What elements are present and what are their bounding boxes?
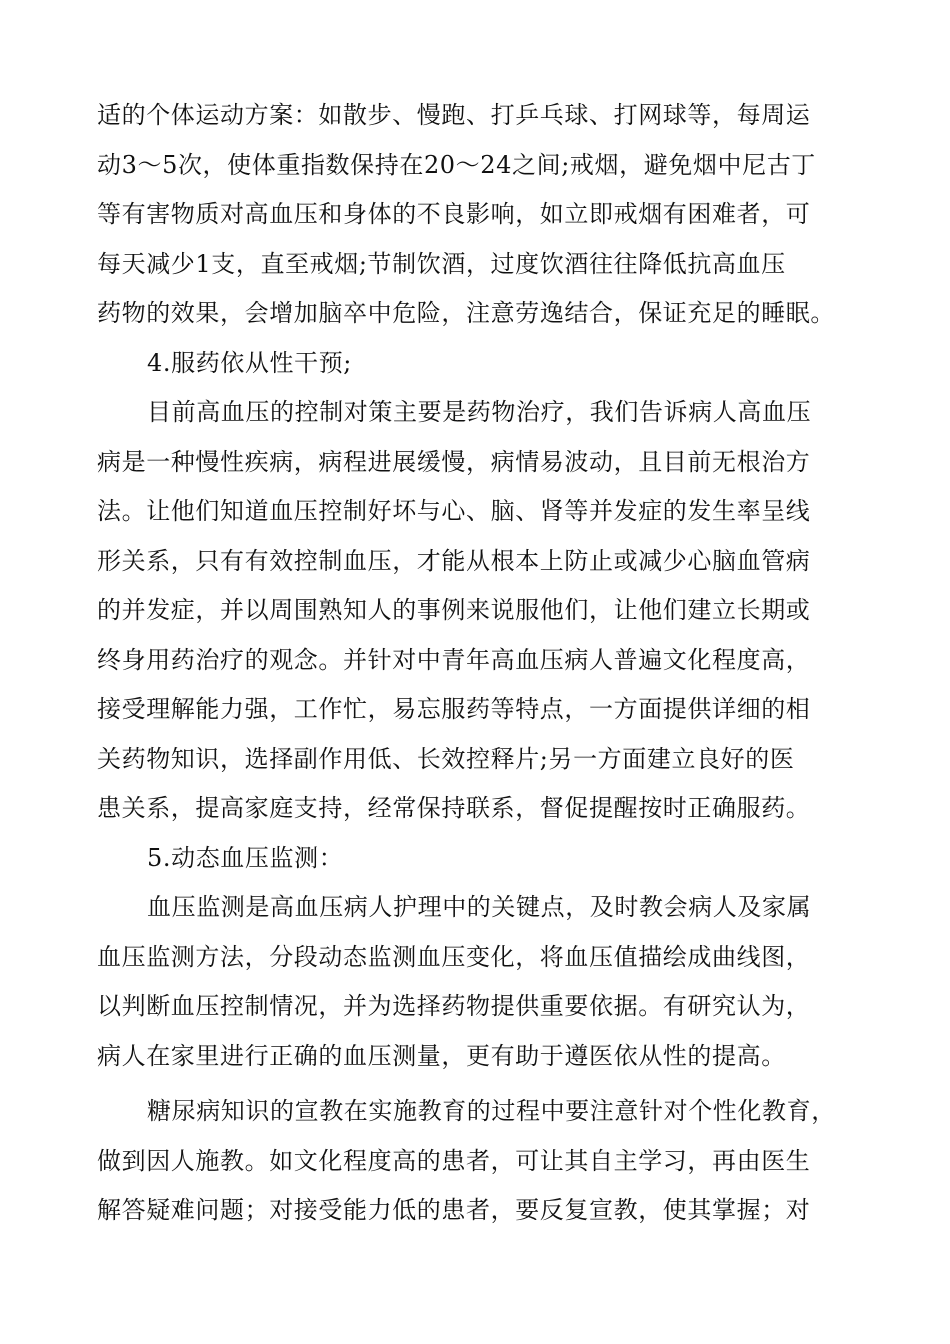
text-line: 等有害物质对高血压和身体的不良影响，如立即戒烟有困难者，可 xyxy=(97,200,811,228)
text-line: 药物的效果，会增加脑卒中危险，注意劳逸结合，保证充足的睡眠。 xyxy=(97,299,835,327)
paragraph-first-line: 目前高血压的控制对策主要是药物治疗，我们告诉病人高血压 xyxy=(147,398,812,426)
text-line: 动3～5次，使体重指数保持在20～24之间;戒烟，避免烟中尼古丁 xyxy=(97,151,816,179)
paragraph-first-line: 糖尿病知识的宣教在实施教育的过程中要注意针对个性化教育， xyxy=(147,1097,836,1125)
text-line: 形关系，只有有效控制血压，才能从根本上防止或减少心脑血管病 xyxy=(97,547,811,575)
text-line: 关药物知识，选择副作用低、长效控释片;另一方面建立良好的医 xyxy=(97,745,795,773)
text-line: 每天减少1支，直至戒烟;节制饮酒，过度饮酒往往降低抗高血压 xyxy=(97,250,786,278)
section-heading: 4.服药依从性干预; xyxy=(147,349,352,377)
text-line: 患关系，提高家庭支持，经常保持联系，督促提醒按时正确服药。 xyxy=(97,794,811,822)
text-line: 接受理解能力强，工作忙，易忘服药等特点，一方面提供详细的相 xyxy=(97,695,811,723)
text-line: 血压监测方法，分段动态监测血压变化，将血压值描绘成曲线图， xyxy=(97,943,811,971)
text-line: 病人在家里进行正确的血压测量，更有助于遵医依从性的提高。 xyxy=(97,1042,786,1070)
text-line: 做到因人施教。如文化程度高的患者，可让其自主学习，再由医生 xyxy=(97,1147,811,1175)
text-line: 以判断血压控制情况，并为选择药物提供重要依据。有研究认为， xyxy=(97,992,811,1020)
section-heading: 5.动态血压监测： xyxy=(147,844,344,872)
text-line: 解答疑难问题；对接受能力低的患者，要反复宣教，使其掌握；对 xyxy=(97,1196,811,1224)
text-line: 适的个体运动方案：如散步、慢跑、打乒乓球、打网球等，每周运 xyxy=(97,101,811,129)
text-line: 的并发症，并以周围熟知人的事例来说服他们，让他们建立长期或 xyxy=(97,596,811,624)
text-line: 病是一种慢性疾病，病程进展缓慢，病情易波动，且目前无根治方 xyxy=(97,448,811,476)
text-line: 法。让他们知道血压控制好坏与心、脑、肾等并发症的发生率呈线 xyxy=(97,497,811,525)
paragraph-first-line: 血压监测是高血压病人护理中的关键点，及时教会病人及家属 xyxy=(147,893,812,921)
text-line: 终身用药治疗的观念。并针对中青年高血压病人普遍文化程度高， xyxy=(97,646,811,674)
